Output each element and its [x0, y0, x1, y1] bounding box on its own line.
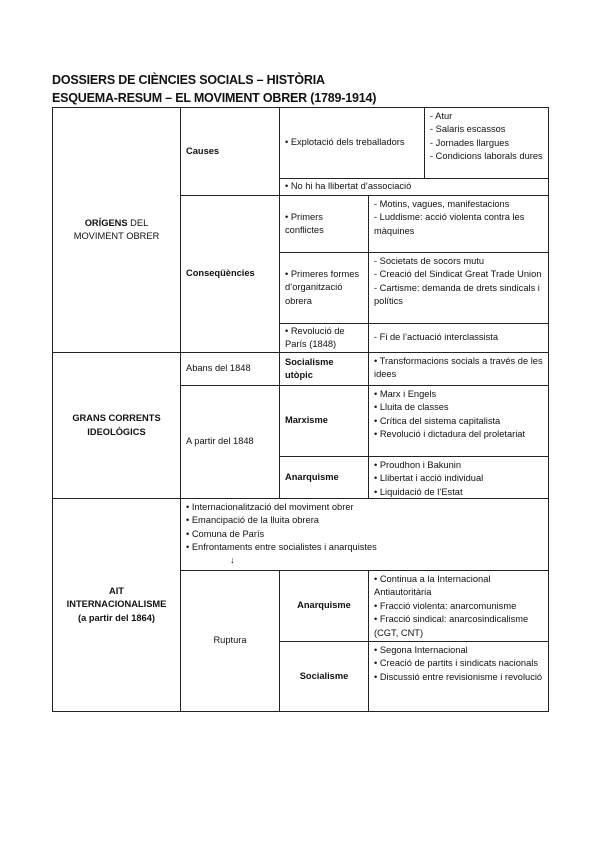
- corrents-title-line1: GRANS CORRENTS: [72, 413, 161, 424]
- formes-list: [368, 252, 549, 324]
- ruptura-socialisme-list: [368, 641, 549, 712]
- ait-item: • Internacionalització del moviment obrer: [186, 502, 354, 512]
- causes-label: Causes: [180, 107, 280, 196]
- revolucio-cell: • Revolució de París (1848): [279, 323, 369, 353]
- anarquisme-list: [368, 456, 549, 499]
- conflictes-item: - Motins, vagues, manifestacions: [374, 199, 510, 209]
- associacio-cell: • No hi ha llibertat d’associació: [279, 178, 549, 196]
- apartir-label: A partir del 1848: [180, 385, 280, 499]
- socialisme-utopic-item: • Transformacions socials a través de les idees: [374, 356, 543, 380]
- formes-item: - Creació del Sindicat Great Trade Union: [374, 269, 542, 280]
- revolucio-item: - Fi de l’actuació interclassista: [368, 323, 549, 353]
- corrents-title-line2: IDEOLÒGICS: [87, 426, 146, 437]
- origens-title-bold: ORÍGENS: [84, 217, 128, 228]
- conflictes-cell: • Primers conflictes: [279, 195, 369, 253]
- document-title: DOSSIERS DE CIÈNCIES SOCIALS – HISTÒRIA: [52, 73, 325, 87]
- ruptura-anarquisme-item: • Continua a la Internacional Antiautoritària: [374, 574, 491, 598]
- marxisme-label: Marxisme: [279, 385, 369, 457]
- formes-item: - Cartisme: demanda de drets sindicals i polítics: [374, 282, 540, 307]
- ait-title-line1: AIT: [109, 585, 124, 596]
- ruptura-socialisme-label: Socialisme: [279, 641, 369, 712]
- ait-item: • Enfrontaments entre socialistes i anarquistes: [186, 542, 377, 553]
- ait-title-line3-pre: (a partir del: [77, 612, 132, 623]
- ait-item: • Emancipació de la lluita obrera: [186, 515, 319, 526]
- consequencies-label: Conseqüències: [180, 195, 280, 353]
- ait-title-year: 1864: [131, 612, 152, 623]
- ait-list: [180, 498, 549, 571]
- explotacio-item: - Salaris escassos: [430, 124, 506, 135]
- marxisme-item: • Lluita de classes: [374, 402, 449, 413]
- socialisme-utopic-list: [368, 352, 549, 386]
- marxisme-item: • Marx i Engels: [374, 389, 437, 399]
- corrents-section-title: [52, 352, 181, 499]
- ruptura-socialisme-item: • Creació de partits i sindicats nacionals: [374, 658, 538, 669]
- anarquisme-item: • Llibertat i acció individual: [374, 473, 484, 484]
- marxisme-list: [368, 385, 549, 457]
- ait-item: • Comuna de París: [186, 528, 265, 539]
- explotacio-cell: • Explotació dels treballadors: [279, 107, 425, 179]
- ait-title-line2: INTERNACIONALISME: [66, 599, 167, 610]
- arrow-down-icon: ↓: [230, 554, 235, 565]
- explotacio-item: - Condicions laborals dures: [430, 151, 543, 162]
- conflictes-list: [368, 195, 549, 253]
- explotacio-item: - Atur: [430, 111, 453, 121]
- formes-cell: • Primeres formes d’organització obrera: [279, 252, 369, 324]
- anarquisme-item: • Liquidació de l’Estat: [374, 486, 463, 497]
- document-subtitle: ESQUEMA-RESUM – EL MOVIMENT OBRER (1789-1914): [52, 91, 377, 105]
- marxisme-item: • Crítica del sistema capitalista: [374, 415, 501, 426]
- anarquisme-item: • Proudhon i Bakunin: [374, 460, 461, 470]
- socialisme-utopic-label: Socialisme utòpic: [279, 352, 369, 386]
- anarquisme-label: Anarquisme: [279, 456, 369, 499]
- ruptura-socialisme-item: • Discussió entre revisionisme i revolució: [374, 671, 543, 682]
- origens-section-title: [52, 107, 181, 353]
- ruptura-anarquisme-label: Anarquisme: [279, 570, 369, 642]
- ruptura-socialisme-item: • Segona Internacional: [374, 645, 468, 655]
- marxisme-item: • Revolució i dictadura del proletariat: [374, 429, 526, 440]
- origens-title-rest: DEL: [127, 217, 149, 228]
- ait-title-line3-post: ): [151, 612, 155, 623]
- ruptura-anarquisme-item: • Fracció sindical: anarcosindicalisme (CGT, CNT): [374, 614, 529, 638]
- ruptura-anarquisme-list: [368, 570, 549, 642]
- explotacio-list: [424, 107, 549, 179]
- ruptura-label: Ruptura: [180, 570, 280, 712]
- ait-section-title: [52, 498, 181, 712]
- formes-item: - Societats de socors mutu: [374, 256, 485, 266]
- conflictes-item: - Luddisme: acció violenta contra les màquines: [374, 212, 525, 236]
- ruptura-anarquisme-item: • Fracció violenta: anarcomunisme: [374, 600, 517, 611]
- explotacio-item: - Jornades llargues: [430, 137, 510, 148]
- abans-label: Abans del 1848: [180, 352, 280, 386]
- origens-title-line2: MOVIMENT OBRER: [73, 231, 160, 241]
